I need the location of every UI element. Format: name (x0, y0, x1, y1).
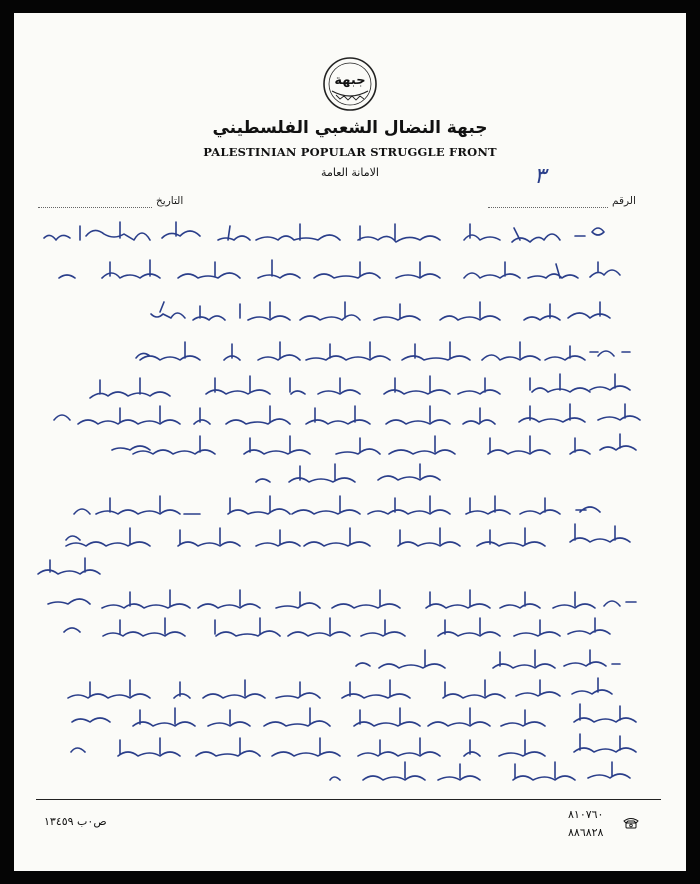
number-value: ٣ (534, 164, 546, 189)
handwriting-line-15 (68, 678, 612, 698)
handwriting-line-12 (48, 590, 636, 608)
handwriting-line-4 (136, 342, 630, 360)
handwriting-line-11 (38, 558, 100, 574)
handwriting-line-14 (356, 650, 620, 668)
handwriting-line-16 (72, 704, 636, 726)
department-name: الامانة العامة (321, 166, 379, 179)
date-label: التاريخ (156, 195, 184, 207)
po-box: ص٠ب ١٣٤٥٩ (44, 815, 107, 828)
phone-number-1: ٨١٠٧٦٠ (568, 808, 604, 821)
handwriting-line-17 (71, 734, 636, 756)
logo-text: جبهة (334, 73, 366, 88)
handwriting-line-10 (66, 524, 630, 546)
phone-number-2: ٨٨٦٨٢٨ (568, 826, 604, 839)
handwriting-line-8 (256, 464, 440, 482)
telephone-icon (623, 817, 639, 829)
number-label: الرقم (612, 195, 636, 207)
organization-name-english: PALESTINIAN POPULAR STRUGGLE FRONT (203, 145, 497, 159)
handwriting-line-3 (151, 302, 610, 320)
handwriting-line-9 (74, 496, 600, 514)
handwriting-line-6 (54, 404, 640, 424)
handwriting-line-2 (59, 260, 620, 278)
footer-rule (36, 799, 661, 800)
handwriting-line-7 (112, 434, 636, 454)
handwriting-line-1 (44, 222, 604, 242)
handwriting-line-5 (90, 374, 630, 398)
handwriting-line-18 (330, 762, 630, 780)
organization-name-arabic: جبهة النضال الشعبي الفلسطيني (212, 118, 488, 138)
handwriting-line-13 (64, 618, 610, 636)
